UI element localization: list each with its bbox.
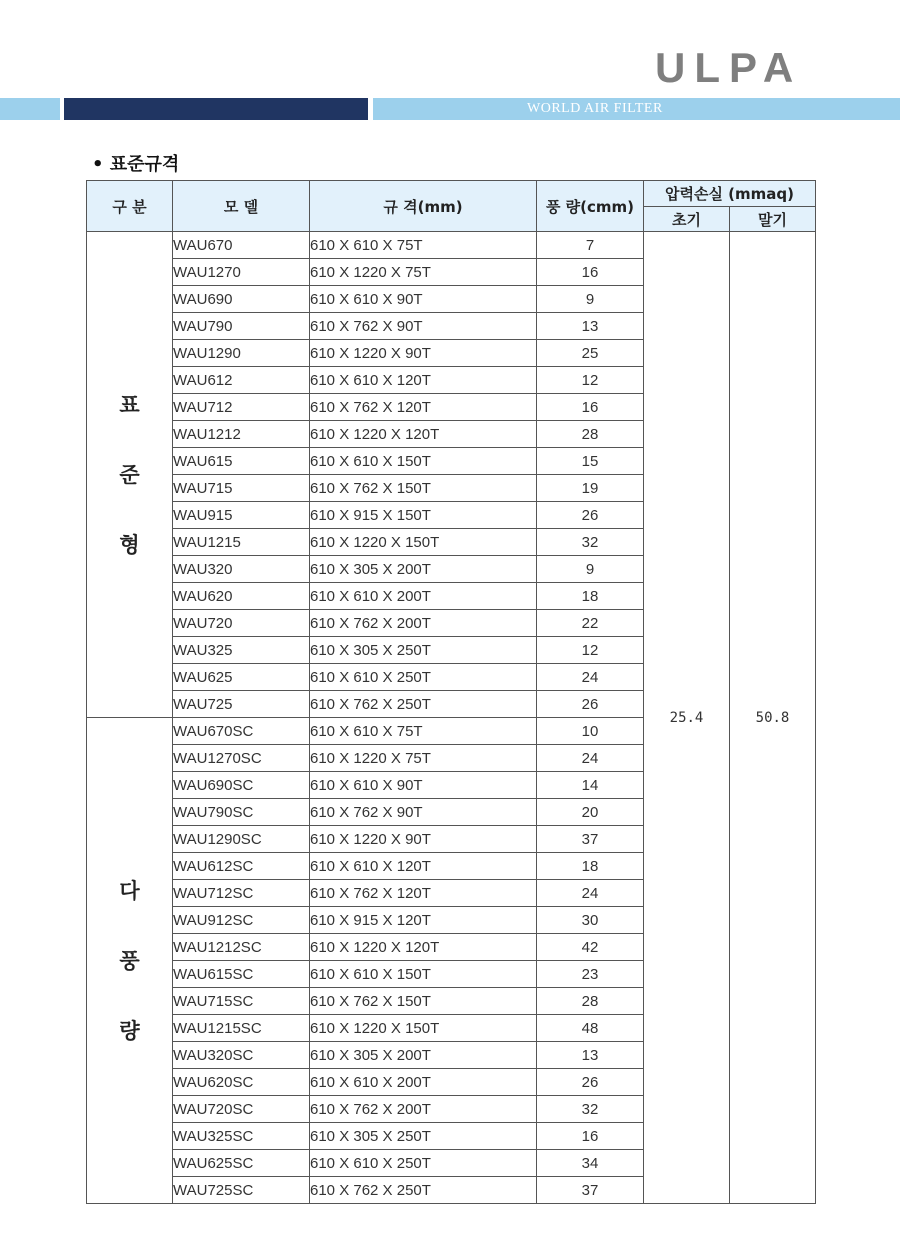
size-cell: 610 X 305 X 200T xyxy=(310,1042,537,1069)
header-category: 구 분 xyxy=(87,181,173,232)
model-cell: WAU625SC xyxy=(173,1150,310,1177)
airflow-cell: 20 xyxy=(537,799,644,826)
airflow-cell: 18 xyxy=(537,853,644,880)
size-cell: 610 X 305 X 200T xyxy=(310,556,537,583)
airflow-cell: 24 xyxy=(537,664,644,691)
airflow-cell: 13 xyxy=(537,1042,644,1069)
model-cell: WAU1212SC xyxy=(173,934,310,961)
airflow-cell: 12 xyxy=(537,367,644,394)
size-cell: 610 X 915 X 150T xyxy=(310,502,537,529)
airflow-cell: 13 xyxy=(537,313,644,340)
airflow-cell: 15 xyxy=(537,448,644,475)
group-label xyxy=(87,232,173,718)
size-cell: 610 X 610 X 90T xyxy=(310,772,537,799)
airflow-cell: 48 xyxy=(537,1015,644,1042)
size-cell: 610 X 610 X 250T xyxy=(310,664,537,691)
model-cell: WAU1270 xyxy=(173,259,310,286)
model-cell: WAU620SC xyxy=(173,1069,310,1096)
model-cell: WAU325SC xyxy=(173,1123,310,1150)
size-cell: 610 X 610 X 250T xyxy=(310,1150,537,1177)
model-cell: WAU1215SC xyxy=(173,1015,310,1042)
size-cell: 610 X 762 X 250T xyxy=(310,691,537,718)
size-cell: 610 X 1220 X 120T xyxy=(310,421,537,448)
model-cell: WAU712 xyxy=(173,394,310,421)
group-label-char: 준 xyxy=(119,462,140,487)
model-cell: WAU612SC xyxy=(173,853,310,880)
model-cell: WAU912SC xyxy=(173,907,310,934)
size-cell: 610 X 762 X 120T xyxy=(310,880,537,907)
airflow-cell: 42 xyxy=(537,934,644,961)
size-cell: 610 X 610 X 200T xyxy=(310,583,537,610)
size-cell: 610 X 610 X 120T xyxy=(310,853,537,880)
model-cell: WAU670SC xyxy=(173,718,310,745)
airflow-cell: 30 xyxy=(537,907,644,934)
size-cell: 610 X 610 X 75T xyxy=(310,718,537,745)
airflow-cell: 24 xyxy=(537,880,644,907)
airflow-cell: 24 xyxy=(537,745,644,772)
size-cell: 610 X 305 X 250T xyxy=(310,1123,537,1150)
size-cell: 610 X 1220 X 75T xyxy=(310,259,537,286)
group-label-char: 형 xyxy=(119,532,140,557)
airflow-cell: 23 xyxy=(537,961,644,988)
airflow-cell: 26 xyxy=(537,1069,644,1096)
airflow-cell: 26 xyxy=(537,502,644,529)
group-label-char: 량 xyxy=(119,1018,140,1043)
airflow-cell: 25 xyxy=(537,340,644,367)
model-cell: WAU670 xyxy=(173,232,310,259)
airflow-cell: 16 xyxy=(537,259,644,286)
model-cell: WAU790 xyxy=(173,313,310,340)
size-cell: 610 X 1220 X 75T xyxy=(310,745,537,772)
size-cell: 610 X 762 X 90T xyxy=(310,799,537,826)
header-final: 말기 xyxy=(730,207,816,232)
size-cell: 610 X 1220 X 150T xyxy=(310,529,537,556)
model-cell: WAU1215 xyxy=(173,529,310,556)
airflow-cell: 26 xyxy=(537,691,644,718)
group-label-char: 풍 xyxy=(119,948,140,973)
airflow-cell: 18 xyxy=(537,583,644,610)
airflow-cell: 32 xyxy=(537,529,644,556)
model-cell: WAU715SC xyxy=(173,988,310,1015)
model-cell: WAU320 xyxy=(173,556,310,583)
size-cell: 610 X 610 X 200T xyxy=(310,1069,537,1096)
airflow-cell: 12 xyxy=(537,637,644,664)
header-airflow: 풍 량(cmm) xyxy=(537,181,644,232)
model-cell: WAU790SC xyxy=(173,799,310,826)
model-cell: WAU720 xyxy=(173,610,310,637)
airflow-cell: 19 xyxy=(537,475,644,502)
header-band-tagline: WORLD AIR FILTER xyxy=(373,98,900,120)
header-band-dark xyxy=(64,98,368,120)
airflow-cell: 16 xyxy=(537,1123,644,1150)
pressure-drop-initial: 25.4 xyxy=(644,232,730,1204)
airflow-cell: 28 xyxy=(537,988,644,1015)
size-cell: 610 X 610 X 75T xyxy=(310,232,537,259)
size-cell: 610 X 762 X 120T xyxy=(310,394,537,421)
size-cell: 610 X 610 X 120T xyxy=(310,367,537,394)
model-cell: WAU612 xyxy=(173,367,310,394)
ulpa-logo: ULPA xyxy=(655,44,803,91)
model-cell: WAU725SC xyxy=(173,1177,310,1204)
size-cell: 610 X 762 X 90T xyxy=(310,313,537,340)
airflow-cell: 34 xyxy=(537,1150,644,1177)
model-cell: WAU915 xyxy=(173,502,310,529)
airflow-cell: 9 xyxy=(537,286,644,313)
model-cell: WAU1290 xyxy=(173,340,310,367)
model-cell: WAU720SC xyxy=(173,1096,310,1123)
model-cell: WAU325 xyxy=(173,637,310,664)
airflow-cell: 28 xyxy=(537,421,644,448)
model-cell: WAU1290SC xyxy=(173,826,310,853)
model-cell: WAU320SC xyxy=(173,1042,310,1069)
size-cell: 610 X 1220 X 90T xyxy=(310,826,537,853)
airflow-cell: 9 xyxy=(537,556,644,583)
header-band-left xyxy=(0,98,60,120)
pressure-drop-final: 50.8 xyxy=(730,232,816,1204)
airflow-cell: 14 xyxy=(537,772,644,799)
section-title: • 표준규격 xyxy=(92,154,180,175)
spec-table xyxy=(86,180,816,1204)
size-cell: 610 X 762 X 200T xyxy=(310,610,537,637)
airflow-cell: 10 xyxy=(537,718,644,745)
size-cell: 610 X 610 X 150T xyxy=(310,448,537,475)
model-cell: WAU690 xyxy=(173,286,310,313)
size-cell: 610 X 305 X 250T xyxy=(310,637,537,664)
size-cell: 610 X 762 X 200T xyxy=(310,1096,537,1123)
size-cell: 610 X 610 X 90T xyxy=(310,286,537,313)
group-label-char: 표 xyxy=(119,392,140,417)
model-cell: WAU620 xyxy=(173,583,310,610)
header-size: 규 격(mm) xyxy=(310,181,537,232)
size-cell: 610 X 1220 X 150T xyxy=(310,1015,537,1042)
model-cell: WAU1212 xyxy=(173,421,310,448)
airflow-cell: 37 xyxy=(537,826,644,853)
airflow-cell: 7 xyxy=(537,232,644,259)
model-cell: WAU615 xyxy=(173,448,310,475)
size-cell: 610 X 1220 X 90T xyxy=(310,340,537,367)
model-cell: WAU690SC xyxy=(173,772,310,799)
size-cell: 610 X 762 X 250T xyxy=(310,1177,537,1204)
header-model: 모 델 xyxy=(173,181,310,232)
table-row xyxy=(87,232,816,259)
model-cell: WAU1270SC xyxy=(173,745,310,772)
size-cell: 610 X 762 X 150T xyxy=(310,475,537,502)
airflow-cell: 32 xyxy=(537,1096,644,1123)
spec-table-body xyxy=(87,232,816,1204)
model-cell: WAU715 xyxy=(173,475,310,502)
airflow-cell: 37 xyxy=(537,1177,644,1204)
model-cell: WAU625 xyxy=(173,664,310,691)
size-cell: 610 X 762 X 150T xyxy=(310,988,537,1015)
airflow-cell: 16 xyxy=(537,394,644,421)
airflow-cell: 22 xyxy=(537,610,644,637)
size-cell: 610 X 610 X 150T xyxy=(310,961,537,988)
size-cell: 610 X 915 X 120T xyxy=(310,907,537,934)
model-cell: WAU725 xyxy=(173,691,310,718)
group-label xyxy=(87,718,173,1204)
header-initial: 초기 xyxy=(644,207,730,232)
header-pressure-drop: 압력손실 (mmaq) xyxy=(644,181,816,207)
group-label-char: 다 xyxy=(119,878,140,903)
model-cell: WAU615SC xyxy=(173,961,310,988)
model-cell: WAU712SC xyxy=(173,880,310,907)
size-cell: 610 X 1220 X 120T xyxy=(310,934,537,961)
